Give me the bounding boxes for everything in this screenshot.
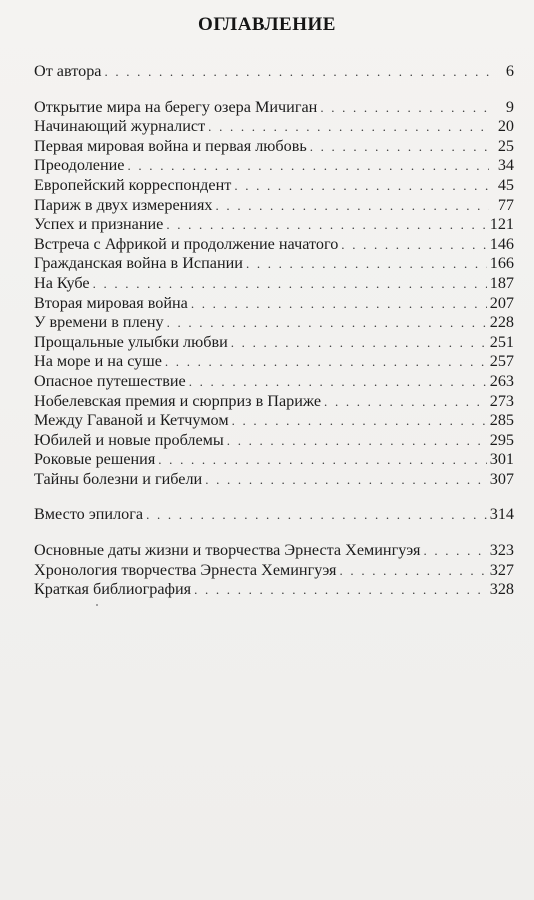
toc-entry-title: Вместо эпилога [34,505,144,524]
toc-group [34,505,514,525]
toc-group [34,98,514,490]
toc-entry [34,117,514,137]
toc-entry-title: Основные даты жизни и творчества Эрнеста Хемингуэя [34,541,421,560]
section-gap [34,525,514,541]
toc-entry-title: От автора [34,62,102,80]
toc-entry [34,62,514,82]
toc-entry-title: Париж в двух измерениях [34,195,213,214]
toc-entry [34,274,514,294]
toc-entry-page: 166 [489,254,514,273]
toc-entry [34,505,514,525]
toc-entry-title: Краткая библиография [34,580,192,599]
toc-entry-title: Встреча с Африкой и продолжение начатого [34,234,339,253]
toc-entry-title: Прощальные улыбки любви [34,332,228,351]
dot-leader [194,580,487,600]
toc-entry [34,254,514,274]
toc-entry-title: Хронология творчества Эрнеста Хемингуэя [34,560,337,579]
toc-entry [34,541,514,561]
toc-entry-title: Роковые решения [34,450,156,469]
section-gap [34,489,514,505]
dot-leader [234,176,489,196]
toc-entry-page: 25 [497,136,514,155]
toc-entry-page: 34 [497,156,514,175]
dot-leader [189,372,487,392]
toc-entry-page: 45 [497,175,514,194]
dot-leader [165,352,487,372]
toc-entry [34,411,514,431]
toc-entry-page: 295 [489,430,514,449]
toc-entry [34,431,514,451]
toc-entry [34,215,514,235]
dot-leader [320,98,489,118]
toc-entry-page: 301 [489,450,514,469]
dot-leader [167,313,487,333]
toc-entry-page: 314 [489,505,514,524]
page-title: ОГЛАВЛЕНИЕ [198,14,336,35]
toc-entry [34,352,514,372]
toc-group [34,62,514,82]
toc-entry-page: 9 [505,97,514,116]
dot-leader [158,450,486,470]
toc-entry [34,580,514,600]
toc-entry-title: Нобелевская премия и сюрприз в Париже [34,391,322,410]
section-gap [34,82,514,98]
toc-entry-page: 285 [489,411,514,430]
toc-entry-page: 146 [489,234,514,253]
toc-entry [34,98,514,118]
toc-entry-page: 207 [489,293,514,312]
toc-entry [34,372,514,392]
dot-leader [227,431,487,451]
toc-entry-title: Юбилей и новые проблемы [34,430,224,449]
toc-entry-title: Открытие мира на берегу озера Мичиган [34,97,318,116]
table-of-contents [34,62,514,600]
toc-entry [34,294,514,314]
toc-entry-page: 6 [505,62,514,80]
toc-entry [34,313,514,333]
toc-entry-title: Вторая мировая война [34,293,188,312]
toc-entry [34,333,514,353]
toc-entry-page: 251 [489,332,514,351]
dot-leader [340,561,487,581]
toc-entry-page: 228 [489,313,514,332]
dot-leader [232,411,487,431]
dot-leader [423,541,486,561]
toc-entry [34,392,514,412]
dot-leader [205,470,486,490]
dot-leader [166,215,486,235]
dot-leader [324,392,487,412]
dot-leader [128,156,490,176]
toc-entry-page: 307 [489,469,514,488]
toc-entry-page: 20 [497,117,514,136]
toc-entry-title: Европейский корреспондент [34,175,232,194]
dot-leader [341,235,486,255]
toc-entry-page: 263 [489,371,514,390]
toc-entry [34,137,514,157]
toc-entry [34,196,514,216]
toc-entry-title: Начинающий журналист [34,117,206,136]
toc-entry-title: На море и на суше [34,352,162,371]
toc-group [34,541,514,600]
dot-leader [191,294,487,314]
toc-entry-title: Успех и признание [34,215,164,234]
dot-leader [208,117,489,137]
dot-leader [104,62,489,82]
toc-entry-title: Между Гаваной и Кетчумом [34,411,229,430]
toc-entry-title: Тайны болезни и гибели [34,469,203,488]
toc-entry-title: Гражданская война в Испании [34,254,243,273]
toc-entry-page: 327 [489,560,514,579]
dot-leader [93,274,487,294]
toc-entry [34,176,514,196]
dot-leader [231,333,487,353]
print-speck [96,604,98,606]
toc-entry-title: Опасное путешествие [34,371,186,390]
toc-entry [34,450,514,470]
toc-entry-title: Первая мировая война и первая любовь [34,136,307,155]
toc-entry-page: 77 [497,195,514,214]
toc-entry-title: У времени в плену [34,313,164,332]
dot-leader [246,254,487,274]
toc-entry [34,561,514,581]
toc-entry-title: На Кубе [34,273,90,292]
toc-entry-page: 328 [489,580,514,599]
toc-entry [34,470,514,490]
toc-entry-page: 257 [489,352,514,371]
toc-entry-page: 273 [489,391,514,410]
dot-leader [146,505,487,525]
dot-leader [310,137,489,157]
dot-leader [216,196,489,216]
toc-entry-page: 323 [489,541,514,560]
toc-entry-page: 121 [489,215,514,234]
toc-entry-page: 187 [489,273,514,292]
toc-entry [34,156,514,176]
toc-entry-title: Преодоление [34,156,125,175]
toc-entry [34,235,514,255]
